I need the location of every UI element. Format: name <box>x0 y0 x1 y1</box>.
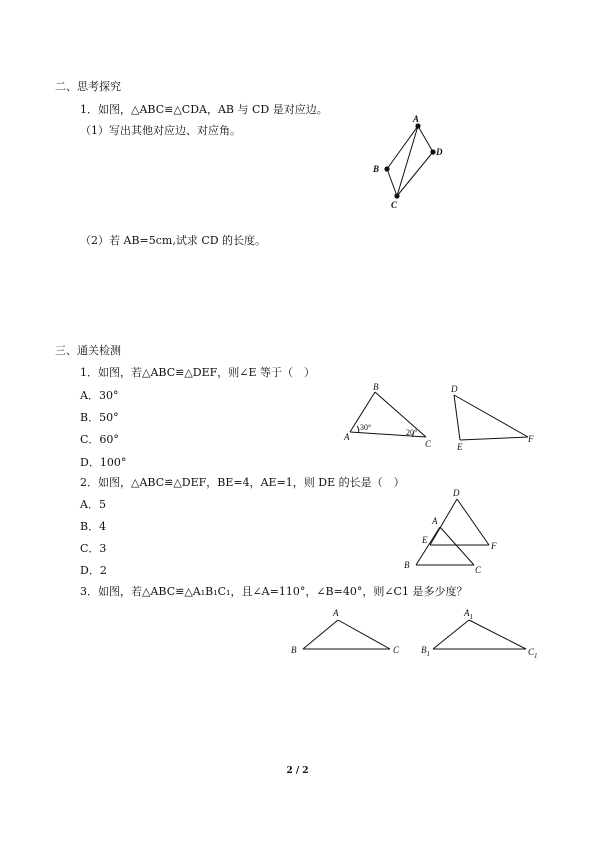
label-b: B <box>373 164 380 174</box>
question-3-3-stem: 3．如图，若△ABC≌△A₁B₁C₁，且∠A=110°，∠B=40°，则∠C1 是多少度？ <box>80 585 468 598</box>
question-3-1-option-c: C．60° <box>80 433 119 446</box>
question-3-2-option-b: B．4 <box>80 520 107 533</box>
label-d: D <box>451 384 458 394</box>
label-c: C <box>393 645 400 655</box>
label-d: D <box>436 147 443 157</box>
label-a: A <box>413 114 420 124</box>
label-f: F <box>491 541 497 551</box>
label-a1: $A_1$ <box>464 608 473 621</box>
section-heading-3: 三、通关检测 <box>55 344 121 357</box>
question-3-2-option-a: A．5 <box>80 498 106 511</box>
label-a: A <box>333 608 339 618</box>
label-a: A <box>432 516 438 526</box>
label-b: B <box>291 645 297 655</box>
question-3-2-option-c: C．3 <box>80 542 107 555</box>
label-a: A <box>344 432 350 442</box>
label-c1: $C_1$ <box>528 647 538 660</box>
label-f: F <box>528 434 534 444</box>
figure-congruent-triangles-a1b1c1 <box>285 600 545 665</box>
label-c: C <box>391 200 398 210</box>
question-2-1-part-1: （1）写出其他对应边、对应角。 <box>80 124 241 137</box>
label-e: E <box>422 535 428 545</box>
figure-overlapping-triangles <box>398 485 528 580</box>
label-b1: $B_1$ <box>421 645 430 658</box>
question-3-1-option-b: B．50° <box>80 411 119 424</box>
figure-quadrilateral-abcd <box>365 112 455 212</box>
label-e: E <box>457 442 463 452</box>
page-number: 2 / 2 <box>286 766 309 776</box>
question-3-1-stem: 1．如图，若△ABC≌△DEF，则∠E 等于（ ） <box>80 366 316 379</box>
angle-c-label: 20° <box>406 428 418 437</box>
label-c: C <box>475 565 482 575</box>
label-d: D <box>453 488 460 498</box>
question-3-1-option-d: D．100° <box>80 456 127 469</box>
label-b: B <box>373 382 379 392</box>
label-b: B <box>404 560 410 570</box>
question-3-2-stem: 2．如图，△ABC≌△DEF，BE=4，AE=1，则 DE 的长是（ ） <box>80 476 405 489</box>
question-3-1-option-a: A．30° <box>80 389 119 402</box>
label-c: C <box>425 439 432 449</box>
angle-a-label: 30° <box>360 423 372 432</box>
figure-triangles-abc-def <box>340 380 540 455</box>
question-2-1-stem: 1．如图，△ABC≌△CDA，AB 与 CD 是对应边。 <box>80 103 328 116</box>
question-2-1-part-2: （2）若 AB=5cm,试求 CD 的长度。 <box>80 234 267 247</box>
question-3-2-option-d: D．2 <box>80 564 107 577</box>
section-heading-2: 二、思考探究 <box>55 80 121 93</box>
